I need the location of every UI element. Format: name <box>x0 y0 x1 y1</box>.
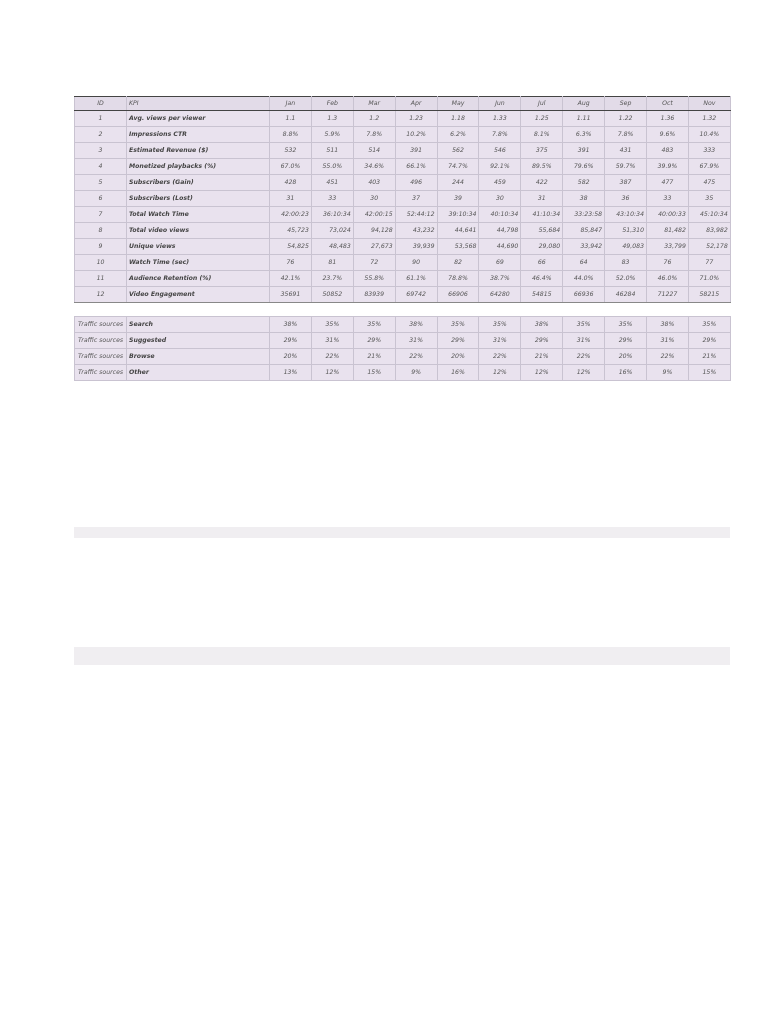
kpi-value-cell: 451 <box>311 175 353 191</box>
traffic-value-cell: 35% <box>353 317 395 333</box>
traffic-value-cell: 12% <box>563 365 605 381</box>
row-id: 7 <box>75 207 127 223</box>
kpi-value-cell: 45:10:34 <box>688 207 730 223</box>
table-row <box>75 111 731 127</box>
traffic-value-cell: 31% <box>479 333 521 349</box>
kpi-value-cell: 36 <box>605 191 647 207</box>
kpi-value-cell: 1.22 <box>605 111 647 127</box>
kpi-value-cell: 428 <box>270 175 312 191</box>
kpi-value-cell: 39:10:34 <box>437 207 479 223</box>
kpi-value-cell: 43,232 <box>395 223 437 239</box>
traffic-value-cell: 31% <box>647 333 689 349</box>
kpi-value-cell: 76 <box>270 255 312 271</box>
kpi-name: Audience Retention (%) <box>127 271 270 287</box>
kpi-value-cell: 1.32 <box>688 111 730 127</box>
traffic-value-cell: 29% <box>521 333 563 349</box>
traffic-value-cell: 29% <box>353 333 395 349</box>
kpi-value-cell: 37 <box>395 191 437 207</box>
column-header: Oct <box>647 97 689 111</box>
row-id: 9 <box>75 239 127 255</box>
traffic-value-cell: 29% <box>688 333 730 349</box>
column-header: Feb <box>311 97 353 111</box>
kpi-value-cell: 58215 <box>688 287 730 303</box>
traffic-value-cell: 20% <box>605 349 647 365</box>
traffic-source-label: Traffic sources <box>75 349 127 365</box>
traffic-value-cell: 12% <box>479 365 521 381</box>
kpi-value-cell: 52:44:12 <box>395 207 437 223</box>
kpi-value-cell: 40:10:34 <box>479 207 521 223</box>
table-row <box>75 143 731 159</box>
kpi-value-cell: 69 <box>479 255 521 271</box>
kpi-value-cell: 67.0% <box>270 159 312 175</box>
kpi-value-cell: 38.7% <box>479 271 521 287</box>
column-header: Jun <box>479 97 521 111</box>
kpi-value-cell: 244 <box>437 175 479 191</box>
kpi-value-cell: 59.7% <box>605 159 647 175</box>
kpi-value-cell: 53,568 <box>437 239 479 255</box>
kpi-name: Avg. views per viewer <box>127 111 270 127</box>
kpi-value-cell: 61.1% <box>395 271 437 287</box>
kpi-value-cell: 1.18 <box>437 111 479 127</box>
kpi-value-cell: 391 <box>563 143 605 159</box>
kpi-value-cell: 31 <box>521 191 563 207</box>
traffic-value-cell: 35% <box>688 317 730 333</box>
kpi-name: Total Watch Time <box>127 207 270 223</box>
kpi-table <box>74 96 731 303</box>
table-row <box>75 127 731 143</box>
kpi-name: Subscribers (Lost) <box>127 191 270 207</box>
kpi-value-cell: 422 <box>521 175 563 191</box>
table-row <box>75 271 731 287</box>
kpi-value-cell: 42:00:15 <box>353 207 395 223</box>
traffic-value-cell: 29% <box>270 333 312 349</box>
column-header: May <box>437 97 479 111</box>
kpi-value-cell: 66906 <box>437 287 479 303</box>
kpi-value-cell: 40:00:33 <box>647 207 689 223</box>
kpi-value-cell: 44,690 <box>479 239 521 255</box>
kpi-value-cell: 50852 <box>311 287 353 303</box>
kpi-value-cell: 54,825 <box>270 239 312 255</box>
kpi-value-cell: 23.7% <box>311 271 353 287</box>
traffic-sources-body <box>75 317 731 381</box>
traffic-value-cell: 21% <box>353 349 395 365</box>
table-row <box>75 159 731 175</box>
row-id: 5 <box>75 175 127 191</box>
kpi-value-cell: 55.8% <box>353 271 395 287</box>
kpi-value-cell: 546 <box>479 143 521 159</box>
kpi-value-cell: 333 <box>688 143 730 159</box>
traffic-value-cell: 35% <box>605 317 647 333</box>
traffic-value-cell: 22% <box>311 349 353 365</box>
table-row <box>75 175 731 191</box>
kpi-value-cell: 459 <box>479 175 521 191</box>
kpi-value-cell: 8.1% <box>521 127 563 143</box>
traffic-value-cell: 12% <box>311 365 353 381</box>
table-row <box>75 287 731 303</box>
table-row <box>75 333 731 349</box>
traffic-value-cell: 31% <box>311 333 353 349</box>
kpi-value-cell: 39.9% <box>647 159 689 175</box>
kpi-header-row <box>75 97 731 111</box>
column-header: Jul <box>521 97 563 111</box>
kpi-value-cell: 71.0% <box>688 271 730 287</box>
kpi-value-cell: 431 <box>605 143 647 159</box>
kpi-value-cell: 34.6% <box>353 159 395 175</box>
traffic-value-cell: 29% <box>605 333 647 349</box>
kpi-value-cell: 1.11 <box>563 111 605 127</box>
kpi-value-cell: 66936 <box>563 287 605 303</box>
traffic-value-cell: 12% <box>521 365 563 381</box>
column-header: ID <box>75 97 127 111</box>
traffic-value-cell: 16% <box>437 365 479 381</box>
kpi-value-cell: 69742 <box>395 287 437 303</box>
kpi-value-cell: 1.1 <box>270 111 312 127</box>
column-header: Jan <box>270 97 312 111</box>
traffic-value-cell: 15% <box>353 365 395 381</box>
kpi-value-cell: 496 <box>395 175 437 191</box>
column-header: Aug <box>563 97 605 111</box>
row-id: 8 <box>75 223 127 239</box>
row-id: 3 <box>75 143 127 159</box>
kpi-value-cell: 7.8% <box>479 127 521 143</box>
kpi-value-cell: 35691 <box>270 287 312 303</box>
kpi-value-cell: 36:10:34 <box>311 207 353 223</box>
kpi-value-cell: 33:23:58 <box>563 207 605 223</box>
empty-band-1 <box>74 527 730 538</box>
table-row <box>75 365 731 381</box>
kpi-value-cell: 33 <box>647 191 689 207</box>
kpi-value-cell: 10.2% <box>395 127 437 143</box>
traffic-value-cell: 35% <box>563 317 605 333</box>
kpi-value-cell: 33,942 <box>563 239 605 255</box>
table-row <box>75 349 731 365</box>
traffic-value-cell: 29% <box>437 333 479 349</box>
kpi-value-cell: 532 <box>270 143 312 159</box>
kpi-value-cell: 33 <box>311 191 353 207</box>
kpi-value-cell: 7.8% <box>605 127 647 143</box>
kpi-value-cell: 51,310 <box>605 223 647 239</box>
kpi-value-cell: 477 <box>647 175 689 191</box>
kpi-value-cell: 52,178 <box>688 239 730 255</box>
kpi-value-cell: 39,939 <box>395 239 437 255</box>
traffic-value-cell: 21% <box>521 349 563 365</box>
traffic-source-label: Traffic sources <box>75 365 127 381</box>
kpi-value-cell: 94,128 <box>353 223 395 239</box>
kpi-value-cell: 514 <box>353 143 395 159</box>
kpi-value-cell: 78.8% <box>437 271 479 287</box>
table-row <box>75 191 731 207</box>
kpi-value-cell: 92.1% <box>479 159 521 175</box>
row-id: 11 <box>75 271 127 287</box>
kpi-value-cell: 29,080 <box>521 239 563 255</box>
traffic-value-cell: 22% <box>479 349 521 365</box>
empty-band-2 <box>74 647 730 665</box>
kpi-value-cell: 81 <box>311 255 353 271</box>
kpi-value-cell: 1.23 <box>395 111 437 127</box>
row-id: 1 <box>75 111 127 127</box>
table-row <box>75 255 731 271</box>
traffic-value-cell: 22% <box>395 349 437 365</box>
row-id: 12 <box>75 287 127 303</box>
kpi-value-cell: 30 <box>353 191 395 207</box>
kpi-value-cell: 46284 <box>605 287 647 303</box>
kpi-name: Impressions CTR <box>127 127 270 143</box>
kpi-value-cell: 76 <box>647 255 689 271</box>
kpi-value-cell: 45,723 <box>270 223 312 239</box>
traffic-value-cell: 22% <box>563 349 605 365</box>
kpi-value-cell: 52.0% <box>605 271 647 287</box>
kpi-value-cell: 43:10:34 <box>605 207 647 223</box>
traffic-value-cell: 35% <box>311 317 353 333</box>
kpi-name: Total video views <box>127 223 270 239</box>
column-header: Sep <box>605 97 647 111</box>
kpi-value-cell: 67.9% <box>688 159 730 175</box>
kpi-value-cell: 81,482 <box>647 223 689 239</box>
kpi-value-cell: 6.2% <box>437 127 479 143</box>
row-id: 4 <box>75 159 127 175</box>
kpi-value-cell: 403 <box>353 175 395 191</box>
traffic-source-label: Traffic sources <box>75 317 127 333</box>
kpi-name: Watch Time (sec) <box>127 255 270 271</box>
kpi-value-cell: 31 <box>270 191 312 207</box>
traffic-value-cell: 38% <box>647 317 689 333</box>
traffic-source-name: Browse <box>127 349 270 365</box>
kpi-value-cell: 49,083 <box>605 239 647 255</box>
kpi-value-cell: 1.33 <box>479 111 521 127</box>
kpi-value-cell: 72 <box>353 255 395 271</box>
row-id: 6 <box>75 191 127 207</box>
kpi-value-cell: 562 <box>437 143 479 159</box>
kpi-value-cell: 77 <box>688 255 730 271</box>
traffic-value-cell: 38% <box>521 317 563 333</box>
kpi-value-cell: 387 <box>605 175 647 191</box>
kpi-value-cell: 90 <box>395 255 437 271</box>
kpi-value-cell: 10.4% <box>688 127 730 143</box>
kpi-value-cell: 74.7% <box>437 159 479 175</box>
traffic-value-cell: 20% <box>270 349 312 365</box>
kpi-value-cell: 79.6% <box>563 159 605 175</box>
kpi-value-cell: 375 <box>521 143 563 159</box>
kpi-value-cell: 55,684 <box>521 223 563 239</box>
row-id: 2 <box>75 127 127 143</box>
kpi-value-cell: 27,673 <box>353 239 395 255</box>
kpi-value-cell: 64 <box>563 255 605 271</box>
kpi-value-cell: 46.0% <box>647 271 689 287</box>
traffic-source-label: Traffic sources <box>75 333 127 349</box>
traffic-value-cell: 31% <box>563 333 605 349</box>
kpi-value-cell: 44,641 <box>437 223 479 239</box>
kpi-value-cell: 41:10:34 <box>521 207 563 223</box>
traffic-source-name: Suggested <box>127 333 270 349</box>
kpi-value-cell: 54815 <box>521 287 563 303</box>
kpi-name: Video Engagement <box>127 287 270 303</box>
kpi-table-body <box>75 111 731 303</box>
kpi-value-cell: 46.4% <box>521 271 563 287</box>
traffic-source-name: Other <box>127 365 270 381</box>
kpi-name: Estimated Revenue ($) <box>127 143 270 159</box>
traffic-source-name: Search <box>127 317 270 333</box>
traffic-value-cell: 15% <box>688 365 730 381</box>
kpi-value-cell: 66 <box>521 255 563 271</box>
kpi-value-cell: 82 <box>437 255 479 271</box>
kpi-value-cell: 7.8% <box>353 127 395 143</box>
traffic-value-cell: 35% <box>437 317 479 333</box>
table-row <box>75 207 731 223</box>
kpi-name: Subscribers (Gain) <box>127 175 270 191</box>
table-row <box>75 317 731 333</box>
kpi-value-cell: 55.0% <box>311 159 353 175</box>
kpi-value-cell: 483 <box>647 143 689 159</box>
kpi-value-cell: 83939 <box>353 287 395 303</box>
kpi-value-cell: 9.6% <box>647 127 689 143</box>
kpi-value-cell: 89.5% <box>521 159 563 175</box>
kpi-value-cell: 1.3 <box>311 111 353 127</box>
column-header: Apr <box>395 97 437 111</box>
kpi-value-cell: 6.3% <box>563 127 605 143</box>
traffic-value-cell: 31% <box>395 333 437 349</box>
traffic-value-cell: 35% <box>479 317 521 333</box>
column-header: Mar <box>353 97 395 111</box>
traffic-value-cell: 20% <box>437 349 479 365</box>
kpi-value-cell: 73,024 <box>311 223 353 239</box>
traffic-value-cell: 22% <box>647 349 689 365</box>
kpi-value-cell: 1.25 <box>521 111 563 127</box>
traffic-value-cell: 13% <box>270 365 312 381</box>
traffic-value-cell: 38% <box>395 317 437 333</box>
kpi-value-cell: 42.1% <box>270 271 312 287</box>
kpi-value-cell: 475 <box>688 175 730 191</box>
kpi-value-cell: 39 <box>437 191 479 207</box>
table-row <box>75 239 731 255</box>
kpi-value-cell: 35 <box>688 191 730 207</box>
column-header: KPI <box>127 97 270 111</box>
kpi-value-cell: 71227 <box>647 287 689 303</box>
kpi-value-cell: 48,483 <box>311 239 353 255</box>
kpi-value-cell: 582 <box>563 175 605 191</box>
kpi-value-cell: 42:00:23 <box>270 207 312 223</box>
kpi-value-cell: 64280 <box>479 287 521 303</box>
kpi-name: Monetized playbacks (%) <box>127 159 270 175</box>
traffic-value-cell: 9% <box>395 365 437 381</box>
kpi-value-cell: 8.8% <box>270 127 312 143</box>
kpi-value-cell: 44,798 <box>479 223 521 239</box>
table-row <box>75 223 731 239</box>
kpi-value-cell: 66.1% <box>395 159 437 175</box>
kpi-value-cell: 391 <box>395 143 437 159</box>
kpi-value-cell: 1.2 <box>353 111 395 127</box>
kpi-value-cell: 1.36 <box>647 111 689 127</box>
kpi-value-cell: 33,799 <box>647 239 689 255</box>
kpi-name: Unique views <box>127 239 270 255</box>
kpi-value-cell: 85,847 <box>563 223 605 239</box>
kpi-value-cell: 511 <box>311 143 353 159</box>
kpi-value-cell: 5.9% <box>311 127 353 143</box>
column-header: Nov <box>688 97 730 111</box>
kpi-value-cell: 38 <box>563 191 605 207</box>
traffic-value-cell: 21% <box>688 349 730 365</box>
row-id: 10 <box>75 255 127 271</box>
traffic-value-cell: 9% <box>647 365 689 381</box>
traffic-value-cell: 38% <box>270 317 312 333</box>
kpi-value-cell: 83 <box>605 255 647 271</box>
kpi-value-cell: 30 <box>479 191 521 207</box>
traffic-sources-table <box>74 316 731 381</box>
kpi-value-cell: 44.0% <box>563 271 605 287</box>
traffic-value-cell: 16% <box>605 365 647 381</box>
kpi-value-cell: 83,982 <box>688 223 730 239</box>
